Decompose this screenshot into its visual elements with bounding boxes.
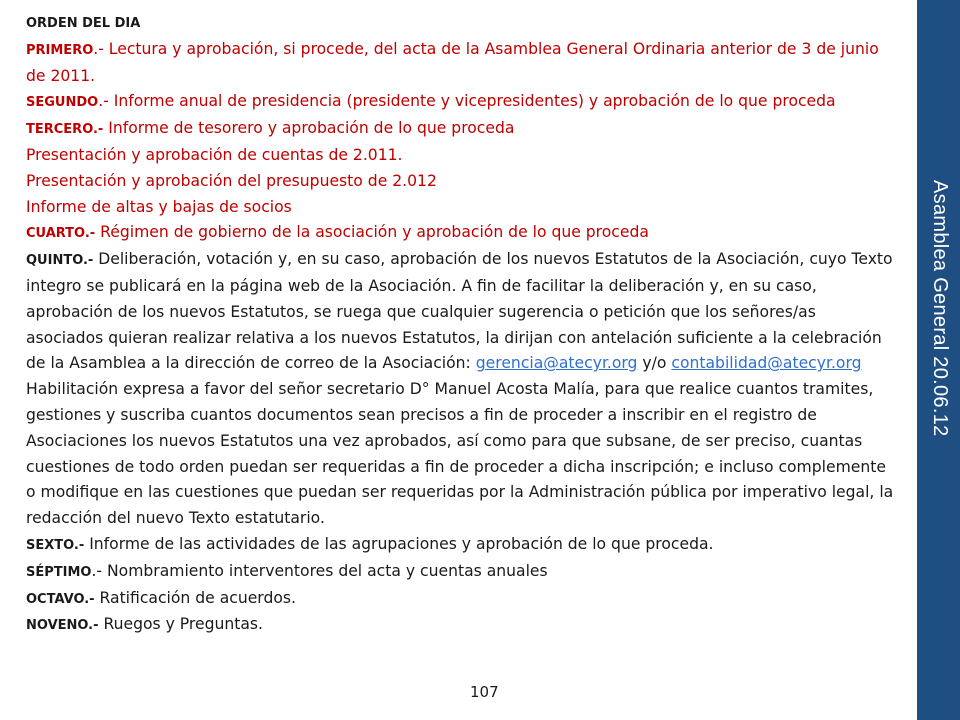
tercero-sub-presupuesto: Presentación y aprobación del presupuesto de 2.012 — [26, 171, 437, 190]
page-number: 107 — [470, 683, 499, 701]
tercero-sub-altas: Informe de altas y bajas de socios — [26, 197, 292, 216]
item-segundo: SEGUNDO.- Informe anual de presidencia (presidente y vicepresidentes) y aprobación de lo que proceda — [26, 92, 836, 111]
item-primero: PRIMERO.- Lectura y aprobación, si procede, del acta de la Asamblea General Ordinaria anterior de 3 de junio de 2011. — [26, 39, 879, 85]
item-octavo: OCTAVO.- Ratificación de acuerdos. — [26, 588, 296, 607]
email-gerencia-link[interactable]: gerencia@atecyr.org — [475, 354, 638, 373]
item-sexto: SEXTO.- Informe de las actividades de las agrupaciones y aprobación de lo que proceda. — [26, 534, 714, 553]
email-contabilidad-link[interactable]: contabilidad@atecyr.org — [671, 354, 862, 373]
item-quinto: QUINTO.- Deliberación, votación y, en su caso, aprobación de los nuevos Estatutos de la Asociación, cuyo Texto integro se publicará en la página web de la Asociación. A fin de facilitar la deliberación y, en su caso, aprobación de los nuevos Estatutos, se ruega que cualquier sugerencia o petición que los señores/as asociados quieran realizar relativa a los nuevos Estatutos, la dirijan con antelación suficiente a la celebración de la Asamblea a la dirección de correo de la Asociación: gerencia@atecyr.org y/o contabilidad@atecyr.org — [26, 250, 893, 373]
quinto-habilitacion: Habilitación expresa a favor del señor secretario D° Manuel Acosta Malía, para que realice cuantos tramites, gestiones y suscriba cuantos documentos sean precisos a fin de proceder a inscribir en el registro de Asociaciones los nuevos Estatutos una vez aprobados, así como para que subsane, de ser preciso, cuantas cuestiones de todo orden puedan ser requeridas a fin de proceder a dicha inscripción; e incluso complemente o modifique en las cuestiones que puedan ser requeridas por la Administración pública por imperativo legal, la redacción del nuevo Texto estatutario. — [26, 380, 894, 528]
tercero-sub-cuentas: Presentación y aprobación de cuentas de 2.011. — [26, 145, 403, 164]
sidebar-title: Asamblea General 20.06.12 — [928, 180, 951, 437]
item-cuarto: CUARTO.- Régimen de gobierno de la asociación y aprobación de lo que proceda — [26, 223, 649, 242]
item-noveno: NOVENO.- Ruegos y Preguntas. — [26, 615, 263, 634]
item-tercero: TERCERO.- Informe de tesorero y aprobación de lo que proceda — [26, 119, 515, 138]
agenda-content — [26, 10, 896, 639]
item-septimo: SÉPTIMO.- Nombramiento interventores del acta y cuentas anuales — [26, 561, 548, 580]
sidebar — [917, 0, 960, 720]
agenda-heading: ORDEN DEL DIA — [26, 16, 141, 31]
